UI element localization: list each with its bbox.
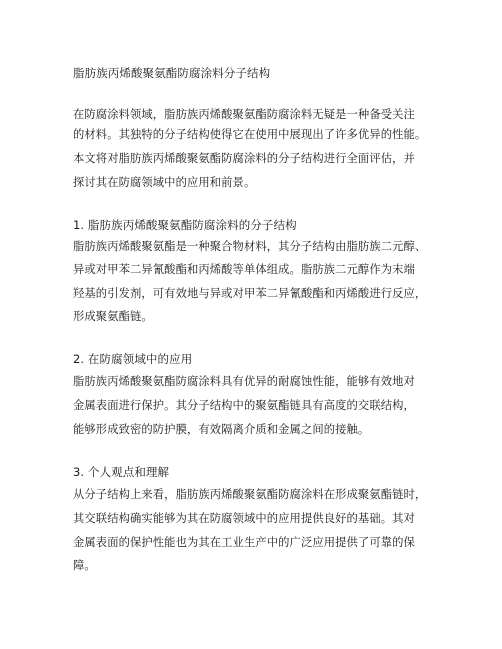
- section-1-line-3: 羟基的引发剂，可有效地与异或对甲苯二异氰酸酯和丙烯酸进行反应，: [73, 287, 427, 300]
- document-title: 脂肪族丙烯酸聚氨酯防腐涂料分子结构: [73, 66, 271, 80]
- intro-line-3: 本文将对脂肪族丙烯酸聚氨酯防腐涂料的分子结构进行全面评估，并: [73, 152, 415, 165]
- section-3-line-1: 从分子结构上来看，脂肪族丙烯酸聚氨酯防腐涂料在形成聚氨酯链时，: [73, 488, 427, 501]
- section-3-heading: 3. 个人观点和理解: [73, 465, 170, 479]
- section-3-line-2: 其交联结构确实能够为其在防腐领域中的应用提供良好的基础。其对: [73, 512, 415, 525]
- section-3-line-3: 金属表面的保护性能也为其在工业生产中的广泛应用提供了可靠的保: [73, 536, 415, 549]
- section-2-line-3: 能够形成致密的防护膜，有效隔离介质和金属之间的接触。: [73, 423, 370, 436]
- intro-line-1: 在防腐涂料领域，脂肪族丙烯酸聚氨酯防腐涂料无疑是一种备受关注: [73, 108, 415, 121]
- section-2-line-1: 脂肪族丙烯酸聚氨酯防腐涂料具有优异的耐腐蚀性能，能够有效地对: [73, 375, 415, 388]
- section-1-line-4: 形成聚氨酯链。: [73, 310, 153, 323]
- intro-line-2: 的材料。其独特的分子结构使得它在使用中展现出了许多优异的性能。: [73, 128, 427, 141]
- section-1-line-2: 异或对甲苯二异氰酸酯和丙烯酸等单体组成。脂肪族二元醇作为末端: [73, 263, 415, 276]
- section-1-heading: 1. 脂肪族丙烯酸聚氨酯防腐涂料的分子结构: [73, 218, 297, 232]
- section-3-line-4: 障。: [73, 559, 96, 572]
- section-2-heading: 2. 在防腐领域中的应用: [73, 352, 193, 366]
- section-1-line-1: 脂肪族丙烯酸聚氨酯是一种聚合物材料，其分子结构由脂肪族二元醇、: [73, 240, 427, 253]
- section-2-line-2: 金属表面进行保护。其分子结构中的聚氨酯链具有高度的交联结构，: [73, 399, 415, 412]
- intro-line-4: 探讨其在防腐领域中的应用和前景。: [73, 176, 256, 189]
